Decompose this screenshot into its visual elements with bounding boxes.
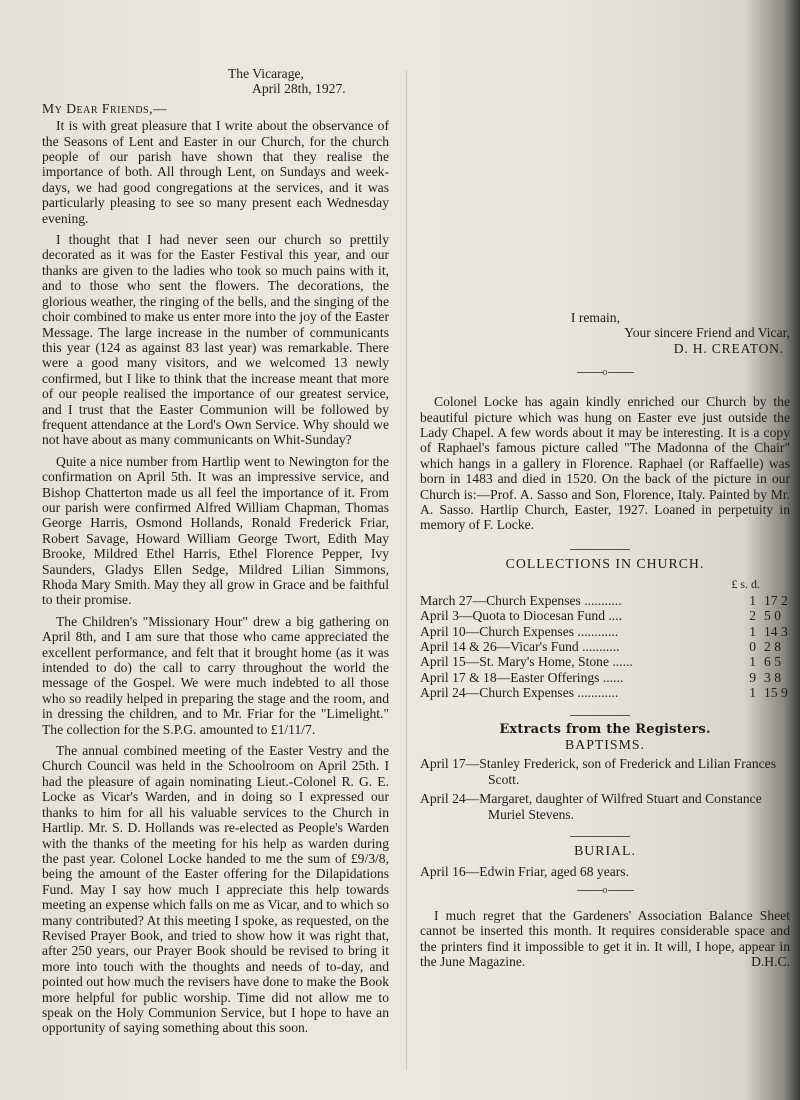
collections-table (420, 593, 790, 701)
burial-entry: April 16—Edwin Friar, aged 68 years. (420, 864, 629, 880)
collection-row (420, 670, 790, 685)
letter-paragraph: Quite a nice number from Hartlip went to Newington for the confirmation on April 5th. It was an impressive service, and Bishop Chatterton made us all feel the importance of it. From our parish were confirmed Alfred William Chapman, Thomas George Harris, Osmond Hollands, Ronald Frederick Friar, Robert Savage, Howard William George Twort, Edith May Brooke, Mildred Ethel Harris, Ethel Florence Pepper, Ivy Saunders, Gladys Ellen Sedge, Mildred Lilian Simmons, Rhoda Mary Smith. May they all grow in Grace and be faithful to their promise. (42, 453, 389, 608)
collection-row (420, 654, 790, 669)
letter-signature: D. H. CREATON. (673, 340, 784, 356)
letter-date: April 28th, 1927. (252, 81, 346, 97)
currency-header: £ s. d. (731, 577, 760, 592)
collection-row (420, 639, 790, 654)
collection-row (420, 685, 790, 700)
gardeners-signature: D.H.C. (751, 954, 790, 970)
collection-pounds: 0 (749, 638, 756, 654)
collection-pounds: 1 (749, 592, 756, 608)
section-rule (570, 836, 630, 837)
letter-paragraph: I thought that I had never seen our church so prettily decorated as it was for the Easter Festival this year, and our thanks are given to the ladies who took so much pains with it, and to those who sent the flowers. The decorations, the glorious weather, the ringing of the bells, and the singing of the choir combined to make us enter more into the joy of the Easter Message. The large increase in the number of communicants this year (124 as against 83 last year) was remarkable. There were a good many visitors, and we welcomed 13 newly confirmed, but I like to think that the increase meant that more of our people realised the importance of our greatest service, and I trust that the Easter Communion will be followed by frequent attendance at the Lord's Own Service. Why should we not have about as many communicants on Whit-Sunday? (42, 232, 389, 448)
letter-paragraph: The Children's "Missionary Hour" drew a big gathering on April 8th, and I am sure that those who came appreciated the excellent performance, and felt that it brought home (as it was intended to do) the call to carry throughout the world the message of the Gospel. We were much indebted to all those who so readily helped in preparing the stage and the room, and in dressing the children, and to Mr. Friar for the "Limelight." The collection for the S.P.G. amounted to £1/11/7. (42, 613, 389, 737)
column-divider (406, 70, 407, 1070)
collection-item: March 27—Church Expenses ........... (420, 592, 622, 608)
collection-pounds: 1 (749, 685, 756, 701)
gardeners-note: I much regret that the Gardeners' Association Balance Sheet cannot be inserted this month. It requires considerable space and the printers find it impossible to get it in. It will, I hope, appear in the June Magazine. (420, 907, 790, 969)
collection-shillings-pence: 2 8 (764, 638, 781, 654)
collection-item: April 14 & 26—Vicar's Fund ........... (420, 638, 620, 654)
letter-salutation: My Dear Friends,— (42, 100, 168, 116)
letter-closing-2: Your sincere Friend and Vicar, (624, 325, 790, 341)
left-column (42, 62, 389, 1036)
registers-heading: Extracts from the Registers. (499, 721, 711, 737)
collection-shillings-pence: 3 8 (764, 669, 781, 685)
picture-notice: Colonel Locke has again kindly enriched our Church by the beautiful picture which was hung on Easter eve just outside the Lady Chapel. A few words about it may be interesting. It is a copy of Raphael's famous picture called "The Madonna of the Chair" which hangs in a gallery in Florence. Raphael (or Raffaelle) was born in 1483 and died in 1520. On the back of the picture in our Church is:—Prof. A. Sasso and Son, Florence, Italy. Painted by Mr. A. Sasso. Hartlip Church, Easter, 1927. Loaned in perpetuity in memory of F. Locke. (420, 394, 790, 533)
section-rule (570, 549, 630, 550)
ornament-rule: o (420, 884, 790, 898)
collection-row (420, 593, 790, 608)
collection-item: April 24—Church Expenses ............ (420, 685, 619, 701)
burial-heading: BURIAL. (574, 842, 636, 858)
collection-pounds: 2 (749, 608, 756, 624)
letter-paragraph: It is with great pleasure that I write about the observance of the Seasons of Lent and Easter in our Church, for the church people of our parish have shown that they realise the importance of both. All through Lent, on Sundays and week-days, we had good congregations at the services, and it was particularly pleasing to see so many present each Wednesday evening. (42, 118, 389, 226)
right-column (420, 62, 790, 970)
collection-item: April 17 & 18—Easter Offerings ...... (420, 669, 624, 685)
collection-row (420, 624, 790, 639)
ornament-rule: o (420, 366, 790, 380)
collection-item: April 15—St. Mary's Home, Stone ...... (420, 654, 633, 670)
collection-row (420, 608, 790, 623)
collection-pounds: 1 (749, 654, 756, 670)
collection-shillings-pence: 15 9 (764, 685, 788, 701)
section-rule (570, 715, 630, 716)
letter-paragraph: The annual combined meeting of the Easter Vestry and the Church Council was held in the Schoolroom on April 25th. I had the pleasure of again nominating Lieut.-Colonel R. G. E. Locke as Vicar's Warden, and in doing so I expressed our thanks to him for all his valuable services to the Church in Hartlip. Mr. S. D. Hollands was re-elected as People's Warden with the thanks of the meeting for his help as warden during the past year. Colonel Locke handed to me the sum of £9/3/8, being the amount of the Easter offering for the Dilapidations Fund. May I say how much I appreciate this help towards meeting an expense which falls on me as Vicar, and to which so many contributed? At this meeting I spoke, as requested, on the Revised Prayer Book, and tried to show how it was right that, after 250 years, our Prayer Book should be revised to bring it more into touch with the thoughts and needs of to-day, and pointed out how much the revisers have done to make the Book more helpful for public worship. Time did not allow me to speak on the Holy Communion Service, but I hope to have an opportunity of saying something about this soon. (42, 743, 389, 1036)
baptism-entry: April 17—Stanley Frederick, son of Frederick and Lilian Frances Scott. (420, 756, 776, 787)
collection-item: April 3—Quota to Diocesan Fund .... (420, 608, 622, 624)
baptisms-heading: BAPTISMS. (565, 736, 645, 752)
collection-shillings-pence: 5 0 (764, 608, 781, 624)
letter-address: The Vicarage, (228, 66, 304, 81)
collections-heading: COLLECTIONS IN CHURCH. (505, 555, 705, 571)
letter-closing: I remain, (570, 310, 620, 325)
baptism-entry: April 24—Margaret, daughter of Wilfred Stuart and Constance Muriel Stevens. (420, 791, 762, 822)
collection-pounds: 1 (749, 623, 756, 639)
collection-pounds: 9 (749, 669, 756, 685)
collection-item: April 10—Church Expenses ............ (420, 623, 619, 639)
collection-shillings-pence: 17 2 (764, 592, 788, 608)
collection-shillings-pence: 6 5 (764, 654, 781, 670)
collection-shillings-pence: 14 3 (764, 623, 788, 639)
